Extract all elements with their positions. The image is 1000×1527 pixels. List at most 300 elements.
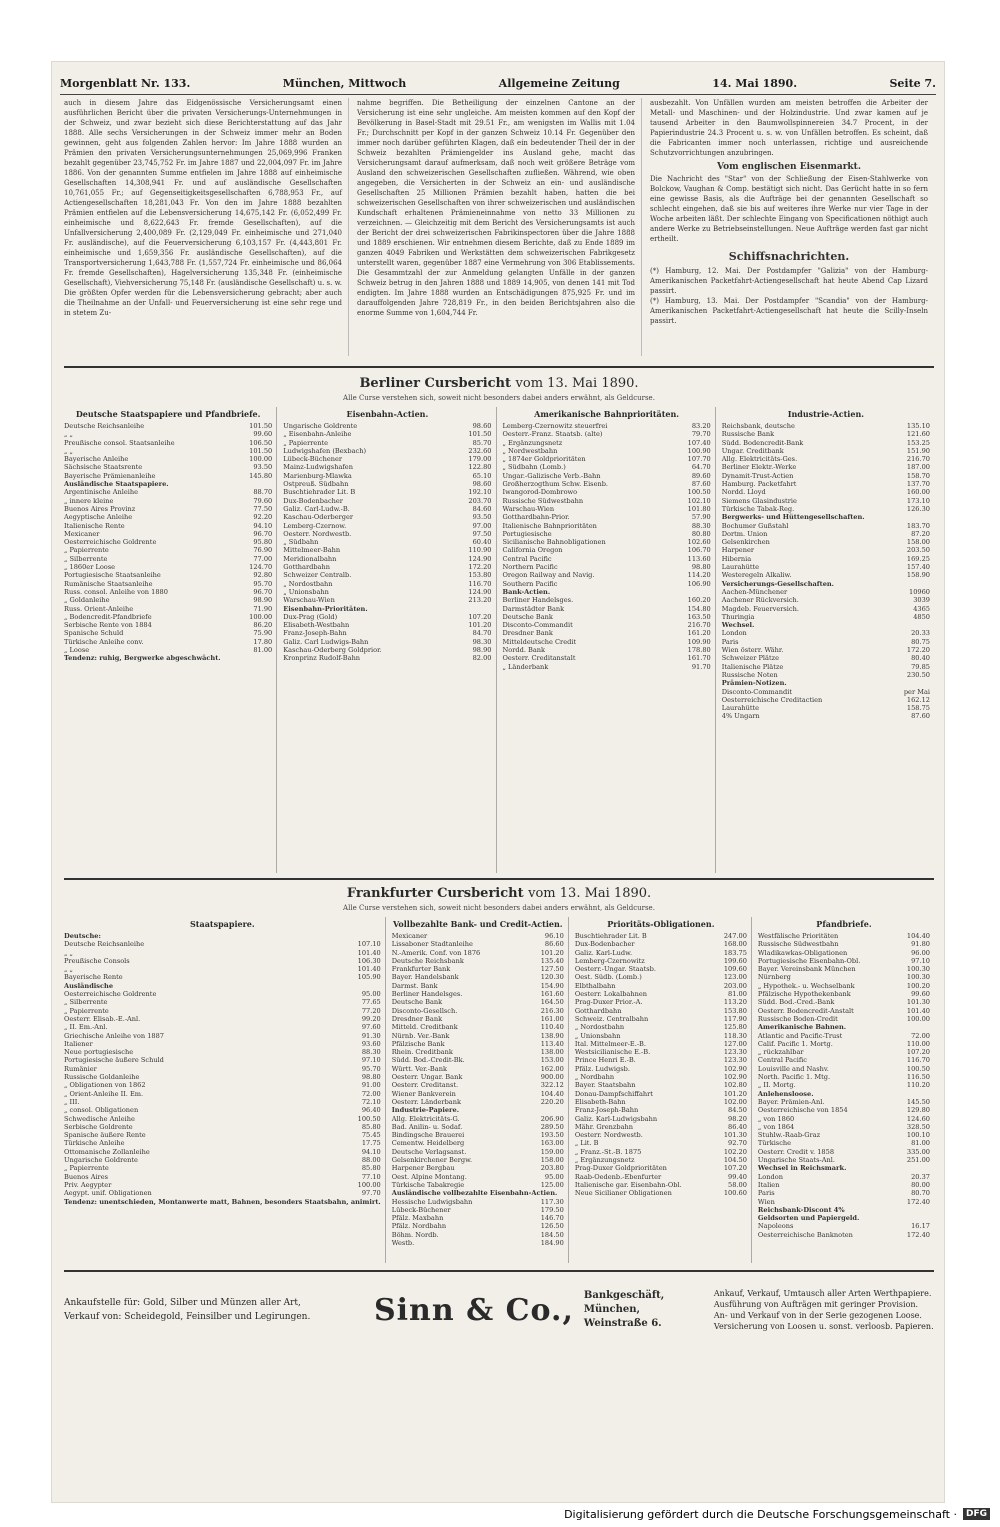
quote-row [722, 422, 930, 430]
quote-row [283, 455, 491, 463]
quote-value: 335.00 [906, 1147, 930, 1156]
quote-value: 124.70 [249, 563, 273, 572]
security-name: Tendenz: ruhig, Bergwerke abgeschwächt. [64, 654, 221, 663]
paper-name: Allgemeine Zeitung [498, 77, 620, 90]
quote-value: 85.80 [361, 1122, 381, 1131]
quote-row [575, 1015, 747, 1023]
quote-row [283, 580, 491, 588]
quote-row [64, 430, 272, 438]
security-name: Priv. Aegypter [64, 1180, 112, 1189]
security-name: „ Silberrente [64, 998, 108, 1007]
security-name: „ von 1860 [757, 1114, 795, 1123]
quote-row [758, 1090, 930, 1098]
security-name: Pfälz. Ludwigsb. [574, 1064, 630, 1073]
security-name: Berliner Elektr.-Werke [721, 463, 797, 472]
quote-value: 72.00 [911, 1031, 930, 1040]
quote-value: 213.20 [468, 596, 492, 605]
quote-row [64, 1115, 381, 1123]
quote-row [392, 1123, 564, 1131]
quote-value: 80.75 [911, 637, 930, 646]
quote-row [575, 1115, 747, 1123]
security-name: Oest. Südb. (Lomb.) [574, 973, 642, 982]
quote-row [64, 1173, 381, 1181]
quote-value: 80.80 [691, 529, 711, 538]
security-name: Deutsche Reichsbank [391, 956, 464, 965]
quote-row [283, 447, 491, 455]
quote-row [758, 1015, 930, 1023]
quote-row [64, 1148, 381, 1156]
security-name: Southern Pacific [502, 579, 558, 588]
quote-value: 121.60 [906, 430, 930, 439]
security-name: Cementw. Heidelberg [391, 1139, 465, 1148]
security-name: Deutsche Verlagsanst. [391, 1147, 467, 1156]
quote-value: 137.70 [906, 480, 930, 489]
page-number: Seite 7. [889, 77, 936, 90]
security-name: Bindingsche Brauerei [391, 1131, 465, 1140]
security-name: Pfälzische Bank [391, 1039, 445, 1048]
quote-value: 107.20 [906, 1048, 930, 1057]
quote-row [722, 571, 930, 579]
security-name: Dux-Bodenbacher [574, 940, 635, 949]
quote-row [575, 932, 747, 940]
quote-row [392, 1139, 564, 1147]
security-name: Mainz-Ludwigshafen [283, 463, 353, 472]
quote-value: 163.50 [687, 612, 711, 621]
security-name: Lemberg-Czernowitz [574, 956, 645, 965]
digitization-credit: Digitalisierung gefördert durch die Deutsche Forschungsgemeinschaft · DFG [550, 1505, 990, 1523]
quote-value: 3039 [913, 596, 930, 605]
security-name: „ 1860er Loose [64, 563, 116, 572]
security-name: Oesterr. Bodencredit-Anstalt [757, 1006, 854, 1015]
quote-value: 101.40 [357, 948, 381, 957]
quote-row [722, 430, 930, 438]
security-name: Wien [757, 1197, 775, 1206]
security-name: Bayerische Rente [64, 973, 123, 982]
quote-row [392, 990, 564, 998]
quote-row [64, 982, 381, 990]
quote-value: 85.70 [472, 438, 492, 447]
quote-value: 114.20 [687, 571, 711, 580]
quote-row [758, 1148, 930, 1156]
quote-value: 95.70 [253, 579, 273, 588]
security-name: Italienische Plätze [721, 662, 784, 671]
security-name: Buenos Aires Provinz [64, 504, 136, 513]
quote-row [722, 538, 930, 546]
quote-row [722, 588, 930, 596]
quote-value: 117.90 [723, 1014, 747, 1023]
security-name: Russische Südwestbahn [502, 496, 584, 505]
quote-row [392, 1198, 564, 1206]
berlin-column-3 [503, 407, 716, 873]
quote-row [64, 1040, 381, 1048]
security-name: Portugiesische [502, 529, 552, 538]
quote-row [64, 629, 272, 637]
security-name: „ Hypothek.- u. Wechselbank [757, 981, 855, 990]
quote-row [503, 430, 711, 438]
security-name: Ausländische vollbezahlte Eisenbahn-Actien. [391, 1189, 558, 1198]
quote-value: 93.50 [472, 513, 492, 522]
quote-row [758, 1115, 930, 1123]
security-name: „ „ [64, 965, 73, 974]
quote-value: 199.60 [723, 956, 747, 965]
security-name: Oregon Railway and Navig. [502, 571, 595, 580]
quote-value: 116.70 [906, 1056, 930, 1065]
quote-row [283, 605, 491, 613]
quote-value: 100.20 [906, 981, 930, 990]
quote-value: 158.70 [906, 471, 930, 480]
quote-row [575, 1040, 747, 1048]
quote-value: 183.75 [723, 948, 747, 957]
place-date: München, Mittwoch [282, 77, 407, 90]
quote-row [503, 497, 711, 505]
security-name: Dortm. Union [721, 529, 768, 538]
security-name: Schweizer Plätze [721, 654, 779, 663]
security-name: „ innere kleine [64, 496, 114, 505]
security-name: Stuhlw.-Raab-Graz [757, 1131, 821, 1140]
security-name: Oesterr.-Ungar. Staatsb. [574, 965, 656, 974]
berlin-column-2 [283, 407, 496, 873]
quote-row [758, 1206, 930, 1214]
security-name: Thuringia [721, 612, 755, 621]
quote-value: 97.60 [361, 1023, 381, 1032]
security-name: Großherzogthum Schw. Eisenb. [502, 480, 609, 489]
security-name: Südd. Bodencredit-Bank [721, 438, 804, 447]
security-name: Gelsenkirchener Bergw. [391, 1156, 473, 1165]
quote-row [575, 1065, 747, 1073]
quote-value: 118.30 [723, 1031, 747, 1040]
security-name: Württ. Ver.-Bank [391, 1064, 447, 1073]
quote-row [392, 1131, 564, 1139]
quote-value: 216.70 [906, 455, 930, 464]
quote-row [503, 522, 711, 530]
security-name: North. Pacific 1. Mtg. [757, 1073, 831, 1082]
quote-value: 173.10 [906, 496, 930, 505]
security-name: „ Papierrente [283, 438, 329, 447]
security-name: Böhm. Nordb. [391, 1230, 439, 1239]
quote-row [758, 973, 930, 981]
security-name: Russische Boden-Credit [757, 1014, 838, 1023]
quote-row [64, 571, 272, 579]
quote-row [64, 1106, 381, 1114]
quote-row [283, 505, 491, 513]
quote-value: 328.50 [906, 1122, 930, 1131]
quote-value: 193.50 [540, 1131, 564, 1140]
security-name: Bayerische Anleihe [64, 455, 129, 464]
quote-value: 123.30 [723, 1056, 747, 1065]
security-name: Bayer. Staatsbahn [574, 1081, 636, 1090]
security-name: „ Unionsbahn [283, 587, 329, 596]
quote-value: 138.00 [540, 1048, 564, 1057]
quote-row [758, 1007, 930, 1015]
quote-value: 97.10 [361, 1056, 381, 1065]
quote-value: 178.80 [687, 646, 711, 655]
security-name: Oesterr. Nordwestb. [283, 529, 352, 538]
quote-row [758, 1189, 930, 1197]
quote-value: 157.40 [906, 563, 930, 572]
security-name: Ottomanische Zollanleihe [64, 1147, 150, 1156]
berlin-column-4 [722, 407, 934, 873]
section-rule [64, 366, 934, 368]
quote-value: 113.40 [540, 1039, 564, 1048]
quote-row [392, 1098, 564, 1106]
quote-value: 203.00 [723, 981, 747, 990]
security-name: Ungarische Goldrente [64, 1156, 138, 1165]
security-name: Nürnb. Ver.-Bank [391, 1031, 450, 1040]
security-name: Tendenz: unentschieden, Montanwerte matt, Bahnen, besonders Staatsbahn, animirt. [64, 1197, 381, 1206]
quote-row [722, 563, 930, 571]
quote-value: 106.70 [687, 546, 711, 555]
quote-value: 101.50 [249, 446, 273, 455]
quote-row [758, 998, 930, 1006]
quote-row [575, 973, 747, 981]
security-name: Darmst. Bank [391, 981, 438, 990]
quote-row [64, 1073, 381, 1081]
quote-row [283, 546, 491, 554]
quote-row [503, 480, 711, 488]
quote-row [575, 1189, 747, 1197]
quote-value: 216.70 [687, 621, 711, 630]
quote-row [503, 596, 711, 604]
quote-value: 169.25 [906, 554, 930, 563]
quote-row [575, 1048, 747, 1056]
quote-value: 98.80 [691, 563, 711, 572]
quote-row [503, 663, 711, 671]
security-name: Mexicaner [64, 529, 100, 538]
security-name: Westb. [391, 1238, 415, 1247]
edition-number: Morgenblatt Nr. 133. [60, 77, 191, 90]
quote-row [392, 1156, 564, 1164]
quote-value: 153.00 [540, 1056, 564, 1065]
quote-value: 101.20 [723, 1089, 747, 1098]
masthead [60, 72, 936, 95]
quote-value: 104.40 [540, 1089, 564, 1098]
quote-row [64, 949, 381, 957]
security-name: Warschau-Wien [502, 504, 555, 513]
security-name: Gotthardbahn [283, 563, 330, 572]
security-name: Ludwigshafen (Bexbach) [283, 446, 367, 455]
quote-row [575, 1106, 747, 1114]
security-name: Kronprinz Rudolf-Bahn [283, 654, 361, 663]
quote-row [722, 596, 930, 604]
quote-row [722, 688, 930, 696]
quote-row [722, 497, 930, 505]
quote-row [575, 990, 747, 998]
quote-value: 116.70 [468, 579, 492, 588]
security-name: „ Nordwestbahn [502, 446, 558, 455]
quote-row [392, 1023, 564, 1031]
quote-value: 75.45 [361, 1131, 381, 1140]
quote-value: 102.10 [687, 496, 711, 505]
security-name: Schwedische Anleihe [64, 1114, 135, 1123]
quote-value: 123.00 [723, 973, 747, 982]
security-name: „ Silberrente [64, 554, 108, 563]
security-name: Galiz. Karl-Ludw. [574, 948, 633, 957]
quote-value: 77.50 [253, 504, 273, 513]
quote-value: 92.20 [253, 513, 273, 522]
quote-row [64, 1139, 381, 1147]
frankfurt-column-4 [758, 917, 934, 1263]
quote-value: 98.90 [253, 596, 273, 605]
security-name: Oesterr. Nordwestb. [574, 1131, 643, 1140]
security-name: Paris [757, 1189, 775, 1198]
quote-row [575, 1073, 747, 1081]
security-name: „ rückzahlbar [757, 1048, 804, 1057]
quote-value: 104.50 [723, 1156, 747, 1165]
quote-row [575, 1164, 747, 1172]
quote-row [392, 932, 564, 940]
quote-row [283, 463, 491, 471]
quote-value: 107.20 [723, 1164, 747, 1173]
security-name: Portugiesische äußere Schuld [64, 1056, 164, 1065]
quote-row [722, 663, 930, 671]
security-name: Rumänier [64, 1064, 97, 1073]
quote-row [392, 1189, 564, 1197]
security-name: Elisabeth-Westbahn [283, 621, 350, 630]
security-name: „ II. Mortg. [757, 1081, 796, 1090]
security-name: Oesterreichische Banknoten [757, 1230, 853, 1239]
security-name: Mitteldeutsche Credit [502, 637, 577, 646]
quote-value: 99.60 [911, 990, 930, 999]
quote-row [392, 1164, 564, 1172]
quote-row [503, 439, 711, 447]
security-name: Donau-Dampfschiffahrt [574, 1089, 653, 1098]
quote-value: 102.20 [723, 1147, 747, 1156]
security-name: Oesterreichische Goldrente [64, 538, 157, 547]
issue-date: 14. Mai 1890. [712, 77, 798, 90]
quote-value: 87.20 [911, 529, 930, 538]
security-name: Deutsche Bank [391, 998, 443, 1007]
quote-row [392, 1040, 564, 1048]
frankfurt-column-3 [575, 917, 752, 1263]
quote-value: 91.30 [361, 1031, 381, 1040]
quote-value: 161.00 [540, 1014, 564, 1023]
quote-row [503, 472, 711, 480]
quote-value: 84.60 [472, 504, 492, 513]
security-name: „ Eisenbahn-Anleihe [283, 430, 352, 439]
quote-value: 71.90 [253, 604, 273, 613]
quote-value: 163.00 [540, 1139, 564, 1148]
quote-row [722, 654, 930, 662]
security-name: „ Südbahn (Lomb.) [502, 463, 566, 472]
security-name: Oesterr. Elisab.-E.-Anl. [64, 1014, 141, 1023]
quote-row [64, 990, 381, 998]
quote-value: 100.00 [357, 1180, 381, 1189]
security-name: Ungarische Goldrente [283, 422, 358, 430]
quote-row [575, 1056, 747, 1064]
quote-row [64, 522, 272, 530]
quote-value: 206.90 [540, 1114, 564, 1123]
security-name: Portugiesische Staatsanleihe [64, 571, 161, 580]
quote-value: 101.40 [906, 1006, 930, 1015]
quote-row [392, 1081, 564, 1089]
quote-row [392, 1231, 564, 1239]
quote-value: 161.70 [687, 654, 711, 663]
quote-row [758, 949, 930, 957]
quote-row [392, 1032, 564, 1040]
security-name: Bayer. Handelsbank [391, 973, 459, 982]
security-name: Oesterr.-Franz. Staatsb. (alte) [502, 430, 603, 439]
quote-row [64, 447, 272, 455]
quote-value: 88.30 [361, 1048, 381, 1057]
security-name: 4% Ungarn [721, 712, 760, 721]
quote-row [575, 1098, 747, 1106]
quote-value: 16.17 [911, 1222, 930, 1231]
quote-value: 145.80 [249, 471, 273, 480]
quote-value: 125.00 [540, 1180, 564, 1189]
security-name: Pfälz. Maxbahn [391, 1214, 444, 1223]
security-name: Elbthalbahn [574, 981, 616, 990]
quote-row [575, 949, 747, 957]
quote-value: 57.90 [691, 513, 711, 522]
security-name: Dux-Prag (Gold) [283, 612, 338, 621]
quote-row [283, 638, 491, 646]
security-name: Russische Südwestbahn [757, 940, 839, 949]
quote-row [503, 447, 711, 455]
security-name: Paris [721, 637, 739, 646]
security-name: Oesterreichische Goldrente [64, 990, 157, 999]
quote-row [503, 588, 711, 596]
security-name: „ Nordostbahn [574, 1023, 625, 1032]
quote-row [758, 1081, 930, 1089]
security-name: Warschau-Wien [283, 596, 335, 605]
security-name: Gelsenkirchen [721, 538, 770, 547]
quote-row [722, 671, 930, 679]
quote-value: 117.30 [540, 1197, 564, 1206]
quote-row [503, 629, 711, 637]
security-name: „ Orient-Anleihe II. Em. [64, 1089, 144, 1098]
security-name: Bayer. Prämien-Anl. [757, 1097, 825, 1106]
quote-value: 102.80 [723, 1081, 747, 1090]
security-name: Allg. Elektricitäts-G. [391, 1114, 460, 1123]
quote-value: 230.50 [906, 670, 930, 679]
quote-row [758, 1073, 930, 1081]
quote-value: 161.20 [687, 629, 711, 638]
security-name: Italienische Rente [64, 521, 125, 530]
quote-row [283, 513, 491, 521]
quote-row [64, 580, 272, 588]
shipping-news-heading: Schiffsnachrichten. [728, 250, 850, 263]
security-name: Spanische äußere Rente [64, 1131, 146, 1140]
quote-value: 86.40 [728, 1122, 747, 1131]
security-name: Wechsel in Reichsmark. [757, 1164, 847, 1173]
quote-value: 79.60 [253, 496, 273, 505]
quote-row [283, 588, 491, 596]
quote-row [575, 982, 747, 990]
quote-row [722, 439, 930, 447]
quote-value: 100.10 [906, 1131, 930, 1140]
quote-value: 162.00 [540, 1064, 564, 1073]
security-name: Russische Goldanleihe [64, 1073, 140, 1082]
quote-value: 145.50 [906, 1097, 930, 1106]
quote-value: 100.90 [687, 446, 711, 455]
quote-value: 72.00 [361, 1089, 381, 1098]
security-name: Oesterr. Länderbank [391, 1097, 461, 1106]
security-name: Oesterr. Creditanst. [391, 1081, 459, 1090]
quote-row [64, 1056, 381, 1064]
quote-row [283, 430, 491, 438]
quote-value: 77.20 [361, 1006, 381, 1015]
security-name: Sicilianische Bahnobligationen [502, 538, 606, 547]
quote-value: 82.00 [472, 654, 492, 663]
quote-row [758, 1023, 930, 1031]
quote-value: 107.20 [468, 612, 492, 621]
security-name: Amerikanische Bahnen. [757, 1023, 847, 1032]
quote-value: 100.00 [249, 455, 273, 464]
security-name: Dresdner Bank [391, 1014, 443, 1023]
quote-row [392, 1015, 564, 1023]
security-name: Wiener Bankverein [391, 1089, 456, 1098]
quote-row [758, 1106, 930, 1114]
